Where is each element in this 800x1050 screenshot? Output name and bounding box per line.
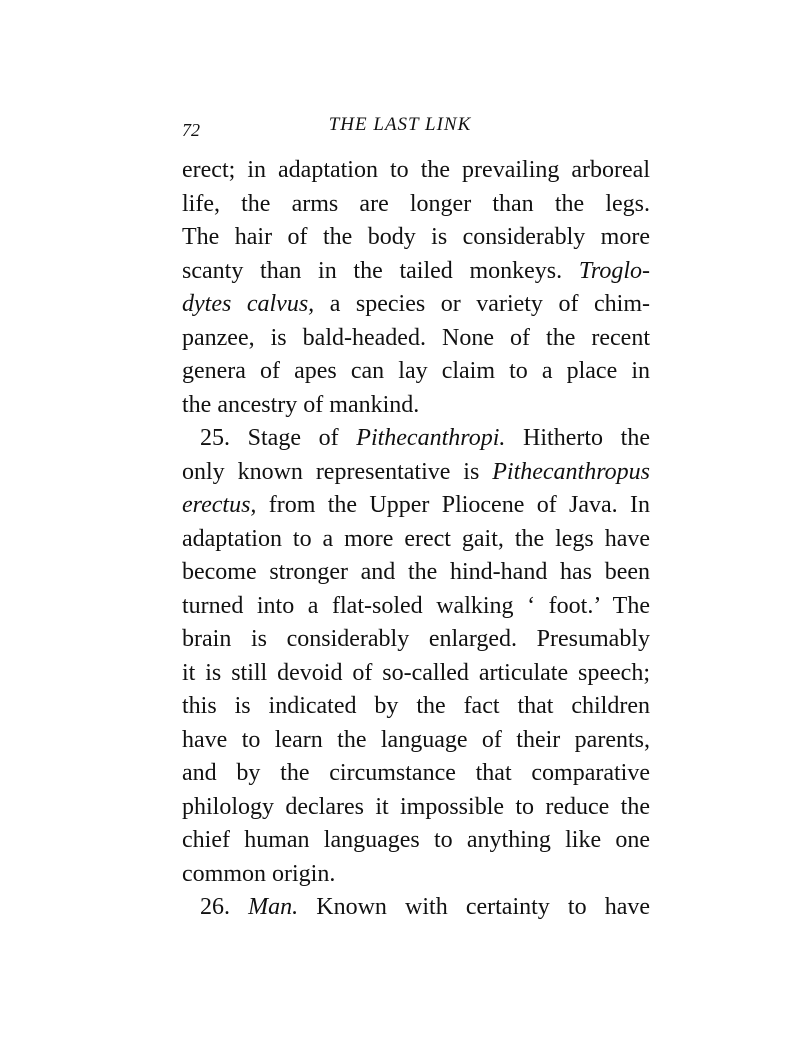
text-line <box>182 724 650 757</box>
text-segment: the ancestry of mankind. <box>182 391 420 418</box>
text-segment: 26. <box>200 894 249 920</box>
italic-text: dytes calvus, <box>182 291 315 317</box>
text-segment: erect; in adaptation to the prevailing arboreal <box>182 157 650 183</box>
page-number: 72 <box>182 120 200 140</box>
text-segment: 25. Stage of <box>200 425 357 451</box>
running-title: THE LAST LINK <box>328 114 472 135</box>
text-segment: life, the arms are longer than the legs. <box>182 190 650 217</box>
text-line <box>182 389 650 422</box>
text-line <box>182 154 650 187</box>
text-line <box>182 456 650 489</box>
text-segment: it is still devoid of so-called articulate speech; <box>182 659 650 686</box>
italic-text: Pithecanthropus <box>492 458 650 485</box>
text-line <box>200 422 650 455</box>
text-segment: and by the circumstance that comparative <box>182 760 650 786</box>
text-segment: become stronger and the hind-hand has been <box>182 559 650 585</box>
text-line <box>182 623 650 656</box>
text-segment: panzee, is bald-headed. None of the recent <box>182 324 650 351</box>
text-line <box>182 590 650 623</box>
text-segment: scanty than in the tailed monkeys. <box>182 257 579 284</box>
text-segment: this is indicated by the fact that children <box>182 693 650 719</box>
text-line <box>182 858 650 891</box>
text-line <box>182 255 650 288</box>
text-line <box>182 757 650 790</box>
text-segment: genera of apes can lay claim to a place in <box>182 358 650 384</box>
text-segment: turned into a flat-soled walking ‘ foot.’ The <box>182 592 650 619</box>
text-line <box>182 355 650 388</box>
text-line <box>182 288 650 321</box>
text-line <box>182 523 650 556</box>
text-segment: chief human languages to anything like one <box>182 827 650 853</box>
text-segment: common origin. <box>182 860 336 887</box>
text-line <box>182 791 650 824</box>
text-line <box>182 824 650 857</box>
text-line <box>182 322 650 355</box>
text-segment: have to learn the language of their parents, <box>182 726 650 753</box>
text-segment: only known representative is <box>182 458 493 485</box>
text-line <box>182 221 650 254</box>
text-segment: adaptation to a more erect gait, the legs have <box>182 525 650 552</box>
italic-text: Man. <box>248 894 299 920</box>
italic-text: erectus, <box>182 492 257 518</box>
text-line <box>182 489 650 522</box>
text-line <box>182 657 650 690</box>
text-line <box>182 556 650 589</box>
text-segment: Known with certainty to have <box>298 894 650 920</box>
text-line <box>182 690 650 723</box>
text-segment: philology declares it impossible to reduce the <box>182 793 650 820</box>
text-segment: brain is considerably enlarged. Presumably <box>182 626 650 652</box>
text-line <box>182 188 650 221</box>
text-segment: Hitherto the <box>505 425 650 451</box>
text-segment: a species or variety of chim- <box>314 291 650 317</box>
text-line <box>200 891 650 924</box>
italic-text: Troglo- <box>578 257 650 284</box>
text-segment: from the Upper Pliocene of Java. In <box>256 492 650 518</box>
text-segment: The hair of the body is considerably more <box>182 224 650 250</box>
italic-text: Pithecanthropi. <box>356 425 506 451</box>
